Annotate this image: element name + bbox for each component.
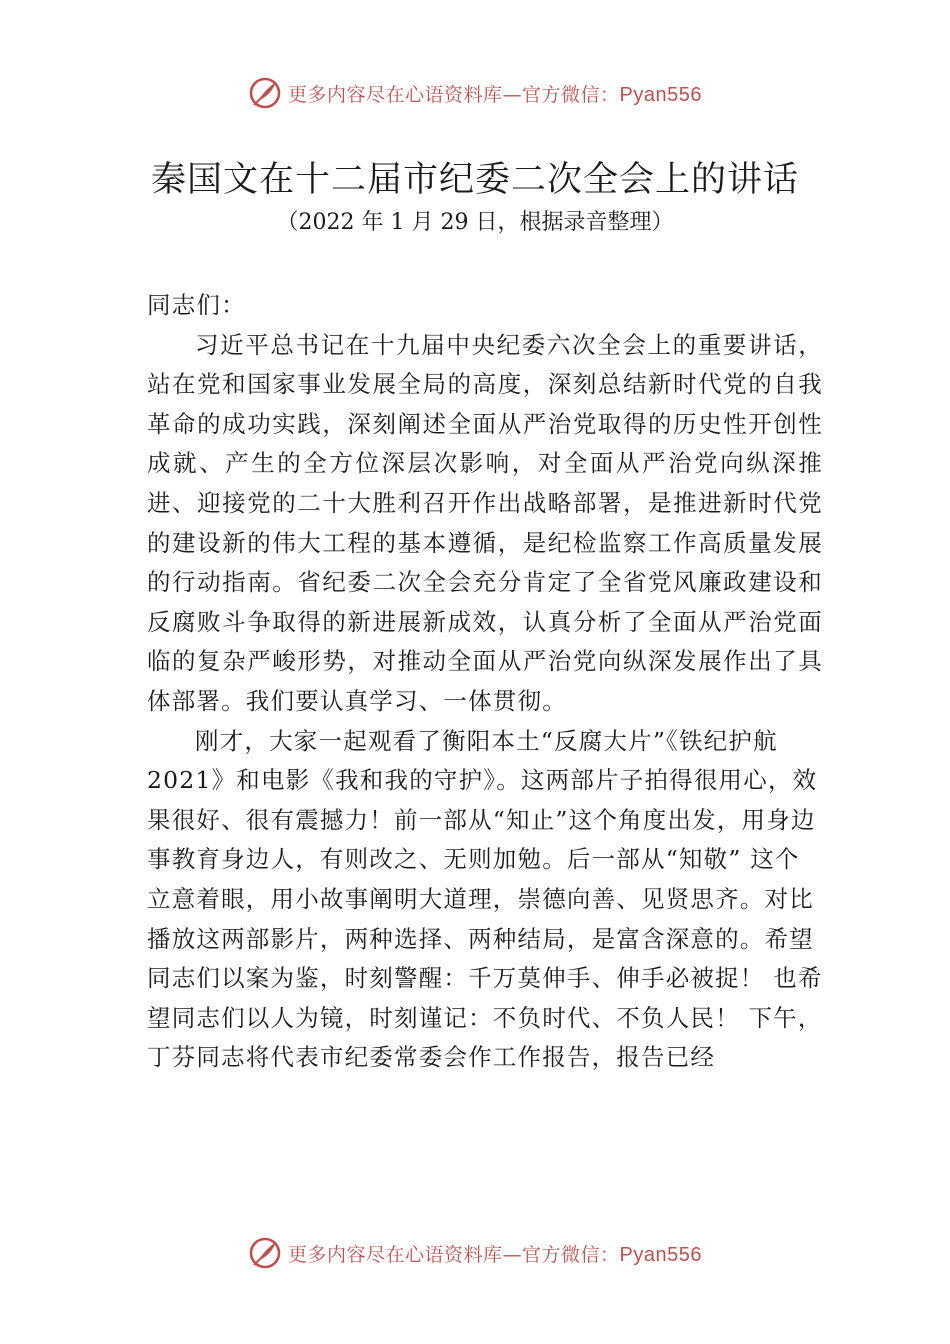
watermark-text (288, 80, 702, 107)
paragraph: 习近平总书记在十九届中央纪委六次全会上的重要讲话，站在党和国家事业发展全局的高度，深刻总结新时代党的自我革命的成功实践，深刻阐述全面从严治党取得的历史性开创性成就、产生的全方位深层次影响，对全面从严治党向纵深推进、迎接党的二十大胜利召开作出战略部署，是推进新时代党的建设新的伟大工程的基本遵循，是纪检监察工作高质量发展的行动指南。省纪委二次全会充分肯定了全省党风廉政建设和反腐败斗争取得的新进展新成效，认真分析了全面从严治党面临的复杂严峻形势，对推动全面从严治党向纵深发展作出了具体部署。我们要认真学习、一体贯彻。 (147, 330, 823, 715)
watermark-wechat-id: Pyan556 (619, 83, 702, 106)
page-subtitle: （2022 年 1 月 29 日，根据录音整理） (276, 210, 674, 235)
watermark-header (0, 73, 950, 113)
watermark-text-cn: 更多内容尽在心语资料库—官方微信： (288, 1243, 620, 1266)
watermark-text-cn: 更多内容尽在心语资料库—官方微信： (288, 83, 620, 106)
document-body (147, 286, 823, 1078)
feather-pen-logo-icon (248, 76, 282, 110)
paragraph: 刚才，大家一起观看了衡阳本土“反腐大片”《铁纪护航2021》和电影《我和我的守护》。这两部片子拍得很用心，效果很好、很有震撼力！前一部从“知止”这个角度出发，用身边事教育身边人，有则改之、无则加勉。后一部从“知敬” 这个立意着眼，用小故事阐明大道理，崇德向善、见贤思齐。对比播放这两部影片，两种选择、两种结局，是富含深意的。希望同志们以案为鉴，时刻警醒：千万莫伸手、伸手必被捉！ 也希望同志们以人为镜，时刻谨记：不负时代、不负人民！ 下午，丁芬同志将代表市纪委常委会作工作报告，报告已经 (147, 726, 823, 1072)
salutation: 同志们： (147, 291, 246, 319)
watermark-text (288, 1240, 702, 1267)
feather-pen-logo-icon (248, 1236, 282, 1270)
watermark-footer (0, 1233, 950, 1273)
page-title: 秦国文在十二届市纪委二次全会上的讲话 (150, 160, 799, 200)
watermark-wechat-id: Pyan556 (619, 1243, 702, 1266)
